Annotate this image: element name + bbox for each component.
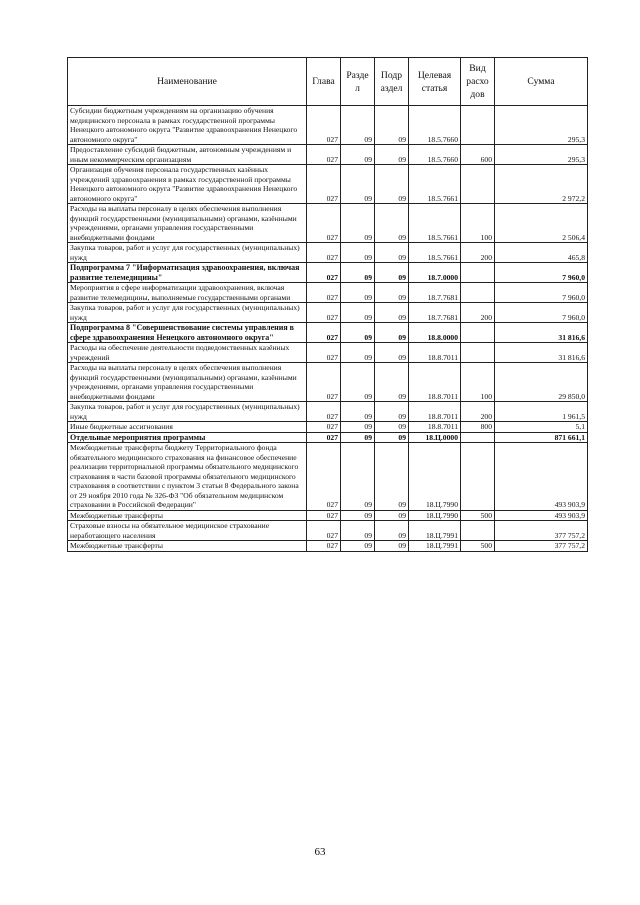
- cell-section: 09: [341, 243, 375, 263]
- cell-section: 09: [341, 283, 375, 303]
- cell-chapter: 027: [307, 243, 341, 263]
- header-target: Целевая статья: [409, 58, 461, 106]
- cell-expense-type: 500: [461, 510, 495, 521]
- table-row: [68, 283, 588, 303]
- cell-target: 18.5.7661: [409, 204, 461, 243]
- cell-chapter: 027: [307, 422, 341, 433]
- cell-amount: 31 816,6: [495, 343, 588, 363]
- cell-section: 09: [341, 521, 375, 541]
- cell-target: 18.5.7660: [409, 106, 461, 145]
- cell-subsection: 09: [375, 145, 409, 165]
- page-number: 63: [314, 846, 326, 858]
- cell-subsection: 09: [375, 204, 409, 243]
- cell-target: 18.Ц.7991: [409, 541, 461, 552]
- table-row: [68, 541, 588, 552]
- cell-amount: 7 960,0: [495, 283, 588, 303]
- cell-target: 18.8.7011: [409, 363, 461, 402]
- table-row: [68, 363, 588, 402]
- cell-subsection: 09: [375, 243, 409, 263]
- cell-expense-type: 200: [461, 402, 495, 422]
- cell-subsection: 09: [375, 422, 409, 433]
- cell-amount: 295,3: [495, 106, 588, 145]
- header-amount: Сумма: [495, 58, 588, 106]
- cell-amount: 871 661,1: [495, 432, 588, 443]
- cell-subsection: 09: [375, 263, 409, 283]
- cell-target: 18.7.7681: [409, 283, 461, 303]
- cell-name: Закупка товаров, работ и услуг для государственных (муниципальных) нужд: [68, 303, 307, 323]
- cell-chapter: 027: [307, 263, 341, 283]
- cell-target: 18.8.0000: [409, 323, 461, 343]
- cell-subsection: 09: [375, 323, 409, 343]
- cell-amount: 465,8: [495, 243, 588, 263]
- cell-name: Расходы на обеспечение деятельности подведомственных казённых учреждений: [68, 343, 307, 363]
- cell-amount: 493 903,9: [495, 510, 588, 521]
- cell-target: 18.8.7011: [409, 343, 461, 363]
- cell-expense-type: [461, 521, 495, 541]
- table-row: [68, 145, 588, 165]
- cell-name: Подпрограмма 8 "Совершенствование системы управления в сфере здравоохранения Ненецкого автономного округа": [68, 323, 307, 343]
- cell-name: Закупка товаров, работ и услуг для государственных (муниципальных) нужд: [68, 243, 307, 263]
- cell-chapter: 027: [307, 145, 341, 165]
- cell-section: 09: [341, 510, 375, 521]
- cell-expense-type: 200: [461, 303, 495, 323]
- cell-chapter: 027: [307, 204, 341, 243]
- cell-chapter: 027: [307, 432, 341, 443]
- cell-chapter: 027: [307, 443, 341, 511]
- table-row: [68, 521, 588, 541]
- cell-amount: 5,1: [495, 422, 588, 433]
- cell-expense-type: 200: [461, 243, 495, 263]
- cell-chapter: 027: [307, 541, 341, 552]
- table-row: [68, 106, 588, 145]
- cell-name: Мероприятия в сфере информатизации здравоохранения, включая развитие телемедицины, выполняемые государственными органами: [68, 283, 307, 303]
- table-row: [68, 343, 588, 363]
- cell-target: 18.8.7011: [409, 402, 461, 422]
- cell-section: 09: [341, 165, 375, 204]
- cell-amount: 295,3: [495, 145, 588, 165]
- header-section: Разде л: [341, 58, 375, 106]
- cell-target: 18.5.7660: [409, 145, 461, 165]
- cell-section: 09: [341, 443, 375, 511]
- cell-expense-type: 800: [461, 422, 495, 433]
- cell-subsection: 09: [375, 283, 409, 303]
- table-row: [68, 243, 588, 263]
- cell-name: Межбюджетные трансферты: [68, 510, 307, 521]
- cell-name: Страховые взносы на обязательное медицинское страхование неработающего населения: [68, 521, 307, 541]
- cell-chapter: 027: [307, 165, 341, 204]
- cell-chapter: 027: [307, 521, 341, 541]
- cell-name: Предоставление субсидий бюджетным, автономным учреждениям и иным некоммерческим организациям: [68, 145, 307, 165]
- cell-expense-type: [461, 443, 495, 511]
- cell-amount: 29 850,0: [495, 363, 588, 402]
- header-chapter: Глава: [307, 58, 341, 106]
- cell-target: 18.Ц.7990: [409, 510, 461, 521]
- header-name: Наименование: [68, 58, 307, 106]
- cell-expense-type: [461, 106, 495, 145]
- cell-section: 09: [341, 303, 375, 323]
- cell-subsection: 09: [375, 521, 409, 541]
- table-row: [68, 204, 588, 243]
- cell-amount: 2 972,2: [495, 165, 588, 204]
- cell-amount: 377 757,2: [495, 541, 588, 552]
- cell-subsection: 09: [375, 343, 409, 363]
- cell-name: Межбюджетные трансферты: [68, 541, 307, 552]
- cell-section: 09: [341, 145, 375, 165]
- cell-expense-type: [461, 323, 495, 343]
- cell-section: 09: [341, 402, 375, 422]
- cell-name: Закупка товаров, работ и услуг для государственных (муниципальных) нужд: [68, 402, 307, 422]
- cell-name: Межбюджетные трансферты бюджету Территориального фонда обязательного медицинского страхования на финансовое обеспечение реализации территориальной программы обязательного медицинского страхования в части базовой программы обязательного медицинского страхования в соответствии с пунктом 3 статьи 8 Федерального закона от 29 ноября 2010 года № 326-ФЗ "Об обязательном медицинском страховании в Российской Федерации": [68, 443, 307, 511]
- cell-subsection: 09: [375, 510, 409, 521]
- cell-subsection: 09: [375, 432, 409, 443]
- cell-expense-type: [461, 432, 495, 443]
- cell-target: 18.Ц.0000: [409, 432, 461, 443]
- cell-section: 09: [341, 323, 375, 343]
- cell-amount: 7 960,0: [495, 263, 588, 283]
- table-row: [68, 303, 588, 323]
- cell-subsection: 09: [375, 541, 409, 552]
- cell-target: 18.Ц.7990: [409, 443, 461, 511]
- cell-section: 09: [341, 422, 375, 433]
- cell-section: 09: [341, 363, 375, 402]
- cell-section: 09: [341, 263, 375, 283]
- cell-expense-type: [461, 165, 495, 204]
- cell-chapter: 027: [307, 106, 341, 145]
- cell-name: Организация обучения персонала государственных казённых учреждений здравоохранения в рамках государственной программы Ненецкого автономного округа "Развитие здравоохранения Ненецкого автономного округа": [68, 165, 307, 204]
- table-header-row: [68, 58, 588, 106]
- cell-amount: 377 757,2: [495, 521, 588, 541]
- cell-expense-type: [461, 283, 495, 303]
- cell-amount: 493 903,9: [495, 443, 588, 511]
- cell-amount: 31 816,6: [495, 323, 588, 343]
- cell-section: 09: [341, 343, 375, 363]
- cell-expense-type: 100: [461, 204, 495, 243]
- cell-chapter: 027: [307, 303, 341, 323]
- cell-name: Расходы на выплаты персоналу в целях обеспечения выполнения функций государственными (муниципальными) органами, казёнными учреждениями, органами управления государственными внебюджетными фондами: [68, 204, 307, 243]
- table-row: [68, 510, 588, 521]
- table-row: [68, 402, 588, 422]
- cell-chapter: 027: [307, 283, 341, 303]
- cell-name: Расходы на выплаты персоналу в целях обеспечения выполнения функций государственными (муниципальными) органами, казёнными учреждениями, органами управления государственными внебюджетными фондами: [68, 363, 307, 402]
- cell-chapter: 027: [307, 343, 341, 363]
- cell-chapter: 027: [307, 323, 341, 343]
- cell-chapter: 027: [307, 510, 341, 521]
- cell-amount: 7 960,0: [495, 303, 588, 323]
- cell-target: 18.Ц.7991: [409, 521, 461, 541]
- cell-chapter: 027: [307, 363, 341, 402]
- cell-expense-type: 600: [461, 145, 495, 165]
- cell-expense-type: 100: [461, 363, 495, 402]
- header-subsection: Подр аздел: [375, 58, 409, 106]
- cell-expense-type: 500: [461, 541, 495, 552]
- header-expense-type: Вид расхо дов: [461, 58, 495, 106]
- budget-table: [67, 57, 588, 552]
- cell-target: 18.5.7661: [409, 165, 461, 204]
- cell-section: 09: [341, 106, 375, 145]
- cell-name: Иные бюджетные ассигнования: [68, 422, 307, 433]
- cell-target: 18.7.7681: [409, 303, 461, 323]
- cell-name: Субсидии бюджетным учреждениям на организацию обучения медицинского персонала в рамках государственной программы Ненецкого автономного округа "Развитие здравоохранения Ненецкого автономного округа": [68, 106, 307, 145]
- table-row: [68, 422, 588, 433]
- cell-section: 09: [341, 204, 375, 243]
- table-row: [68, 165, 588, 204]
- cell-subsection: 09: [375, 363, 409, 402]
- cell-subsection: 09: [375, 303, 409, 323]
- cell-target: 18.8.7011: [409, 422, 461, 433]
- cell-name: Отдельные мероприятия программы: [68, 432, 307, 443]
- cell-amount: 2 506,4: [495, 204, 588, 243]
- table-row: [68, 323, 588, 343]
- cell-section: 09: [341, 541, 375, 552]
- cell-subsection: 09: [375, 443, 409, 511]
- table-row: [68, 443, 588, 511]
- cell-subsection: 09: [375, 106, 409, 145]
- cell-expense-type: [461, 263, 495, 283]
- cell-subsection: 09: [375, 402, 409, 422]
- table-row: [68, 263, 588, 283]
- cell-subsection: 09: [375, 165, 409, 204]
- cell-target: 18.5.7661: [409, 243, 461, 263]
- cell-amount: 1 961,5: [495, 402, 588, 422]
- cell-name: Подпрограмма 7 "Информатизация здравоохранения, включая развитие телемедицины": [68, 263, 307, 283]
- cell-expense-type: [461, 343, 495, 363]
- cell-target: 18.7.0000: [409, 263, 461, 283]
- cell-chapter: 027: [307, 402, 341, 422]
- table-row: [68, 432, 588, 443]
- cell-section: 09: [341, 432, 375, 443]
